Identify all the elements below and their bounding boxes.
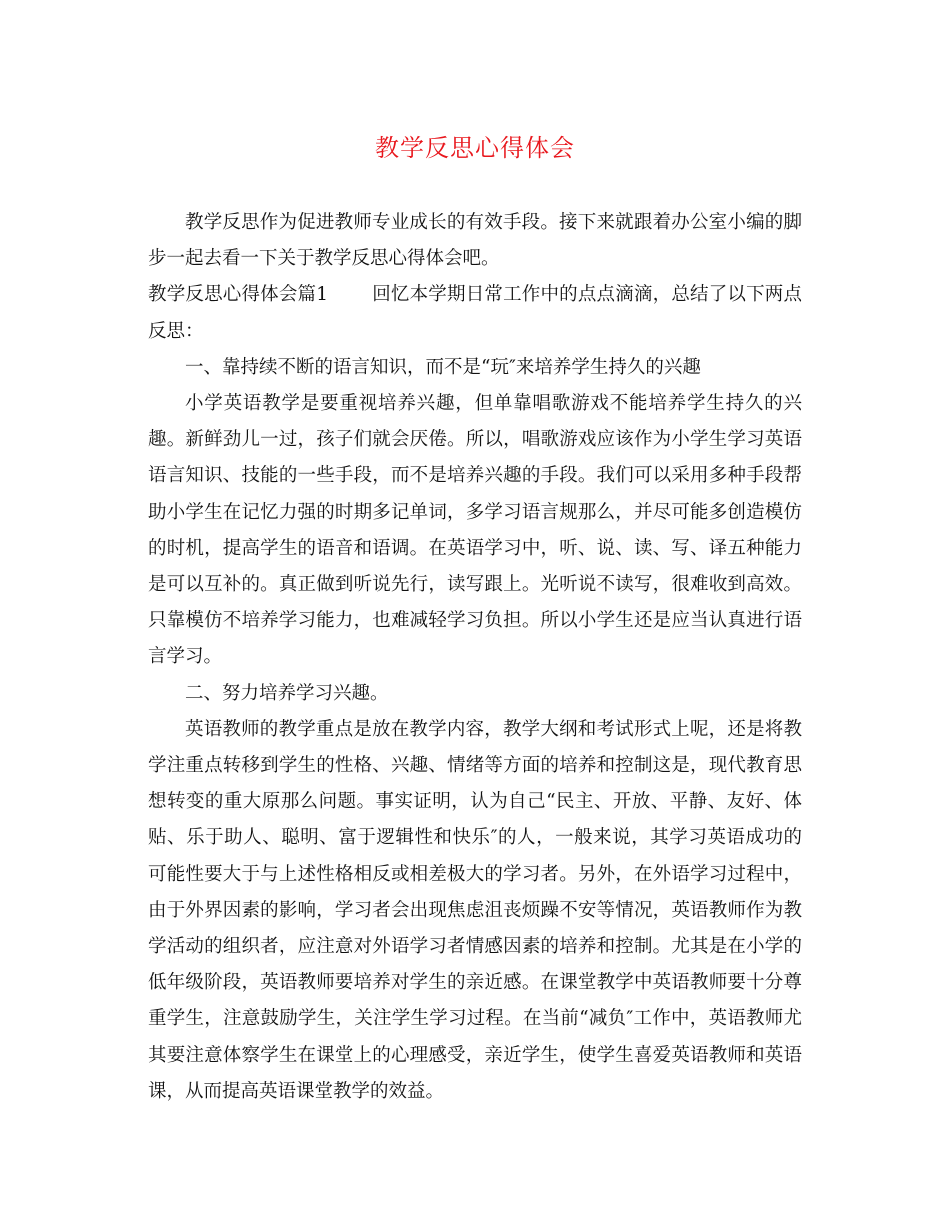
section-1-title: 一、靠持续不断的语言知识，而不是“玩″来培养学生持久的兴趣 [185, 356, 701, 378]
section-1-body: 小学英语教学是要重视培养兴趣，但单靠唱歌游戏不能培养学生持久的兴趣。新鲜劲儿一过，孩子们就会厌倦。所以，唱歌游戏应该作为小学生学习英语语言知识、技能的一些手段，而不是培养兴趣的手段。我们可以采用多种手段帮助小学生在记忆力强的时期多记单词，多学习语言规那么，并尽可能多创造模仿的时机，提高学生的语音和语调。在英语学习中，听、说、读、写、译五种能力是可以互补的。真正做到听说先行，读写跟上。光听说不读写，很难收到高效。只靠模仿不培养学习能力，也难减轻学习负担。所以小学生还是应当认真进行语言学习。 [148, 393, 802, 668]
section-2-title: 二、努力培养学习兴趣。 [185, 682, 389, 704]
intro-paragraph: 教学反思作为促进教师专业成长的有效手段。接下来就跟着办公室小编的脚步一起去看一下关于教学反思心得体会吧。 [148, 212, 802, 270]
document-title: 教学反思心得体会 [375, 134, 575, 162]
article-opening: 回忆本学期日常工作中的点点滴滴，总结了以下两点反思： [148, 284, 802, 342]
article-heading-line [148, 277, 802, 349]
section-2-body: 英语教师的教学重点是放在教学内容，教学大纲和考试形式上呢，还是将教学注重点转移到学生的性格、兴趣、情绪等方面的培养和控制这是，现代教育思想转变的重大原那么问题。事实证明，认为自己“民主、开放、平静、友好、体贴、乐于助人、聪明、富于逻辑性和快乐″的人，一般来说，其学习英语成功的可能性要大于与上述性格相反或相差极大的学习者。另外，在外语学习过程中，由于外界因素的影响，学习者会出现焦虑沮丧烦躁不安等情况，英语教师作为教学活动的组织者，应注意对外语学习者情感因素的培养和控制。尤其是在小学的低年级阶段，英语教师要培养对学生的亲近感。在课堂教学中英语教师要十分尊重学生，注意鼓励学生，关注学生学习过程。在当前“减负″工作中，英语教师尤其要注意体察学生在课堂上的心理感受，亲近学生，使学生喜爱英语教师和英语课，从而提高英语课堂教学的效益。 [148, 718, 802, 1102]
article-heading: 教学反思心得体会篇1 [148, 284, 329, 306]
document-body [148, 205, 802, 1110]
